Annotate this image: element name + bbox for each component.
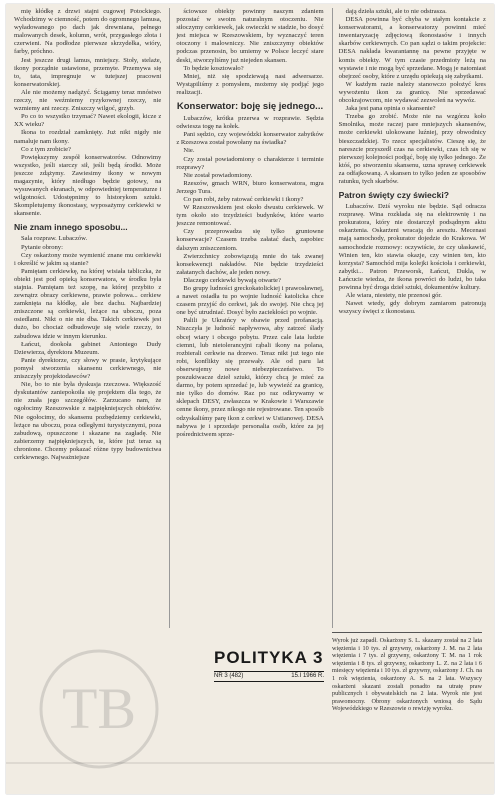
paragraph: Mniej, niż się spodziewają nasi adwersarze. Wystąpiliśmy z pomysłem, możemy się podjąć jego realizacji. [176, 72, 324, 96]
paragraph: Jest jeszcze drugi lamus, mniejszy. Stoły, stelaże, ikony porządnie ustawione, przemyte. Przemywa się to, tata, impregnuje w tutejszej pracowni konserwatorskiej. [14, 56, 162, 88]
masthead [214, 648, 324, 708]
paragraph: Nawet wtedy, gdy dobrym zamiarom patronują wszyscy święci z ikonostasu. [338, 300, 486, 316]
paragraph: ściowsze obiekty powinny naszym zdaniem pozostać w swoim naturalnym otoczeniu. Nie stłoczymy cerkiewek, jak owieczki w stadzie, bo dosyć jest miejsca w Rzeszowskiem, by wyznaczyć teren otoczony i malowniczy. Nie zniszczymy obiektów podczas przenosin, bo umiemy w Polsce leczyć stare deski, stworzyliśmy już niejeden skansen. [176, 8, 324, 64]
paragraph: Sala rozpraw. Lubaczów. [21, 235, 88, 243]
paragraph: Dlaczego cerkiewki bywają otwarte? [183, 276, 281, 284]
paragraph: W Rzeszowskiem jest około dwustu cerkiewek. W tym około sto trzydzieści budynków, które warto jeszcze remontować. [176, 204, 324, 228]
paragraph: Panie dyrektorze, czy słowy w prasie, krytykujące pomysł stworzenia skansenu cerkiewnego, nie zniszczyły projektodawców? [14, 356, 162, 381]
paragraph: Pamiętam cerkiewkę, na której wisiała tabliczka, że obiekt jest pod opieką konserwatora, w środku była stajnia. Pamiętam też szopę, na której przybito z zewnątrz obrazy cerkiewne, prawie połowa... cerkiew zamknięta na kłódkę, ale bez dachu. Najbardziej zniszczone są cerkiewki, leżące na uboczu, poza osiedlami. Nikt o nie nie dba. Takich cerkiewek jest dużo, bo chociaż odbudowuje się wiele rzeczy, to zabudowa idzie w innym kierunku. [14, 267, 162, 340]
paragraph: Ale wiara, niestety, nie przenosi gór. [345, 292, 442, 300]
paragraph: Co pan robi, żeby ratować cerkiewki i ikony? [183, 195, 304, 203]
issue-number: NR 3 (482) [214, 673, 244, 679]
paragraph: Nie. [183, 147, 195, 155]
paper-crease [6, 762, 494, 764]
paragraph: mię kłódkę z drzwi stajni cugowej Potockiego. Wchodzimy w ciemność, potem do ogromnego lamusa, wyładowanego po dach jak drewniana, pełnego malowanych desek, kolumn, wrót, przygasłego złota i czerwieni. Na podłodze pierwsze skrzydełka, wióry, farby, próchno. [14, 8, 162, 56]
article-columns [14, 8, 486, 628]
paragraph: Pani sędzio, czy wojewódzki konserwator zabytków z Rzeszowa został powołany na świadka? [176, 131, 324, 147]
column-3 [332, 8, 486, 628]
issue-date: 15.I 1966 R. [291, 673, 324, 679]
archive-watermark-logo [34, 644, 164, 774]
section-heading: Patron święty czy świecki? [338, 190, 449, 201]
paragraph: Co z tym zrobicie? [21, 145, 71, 153]
paragraph: Ale nie możemy nadążyć. Ściągamy teraz mnóstwo rzeczy, nie weźmiemy ryzykownej rzeczy, nie wzmiemy ani rzeczy. Zniszczy wilgoć, grzyb. [14, 88, 162, 113]
masthead-issue-line [214, 671, 324, 682]
paragraph: dają dzieła sztuki, ale to nie odstrasza. [345, 8, 447, 15]
paragraph: Rzeszów, gmach WRN, biuro konserwatora, mgra Jerzego Tura. [176, 179, 324, 195]
paragraph: Nie, bo to nie była dyskusja rzeczowa. Większość dyskutantów zaniepokoiła się projektem dla tego, że nie znała jego szczegółów. Zarzucano nam, że ogołocimy Rzeszowskie z najpiękniejszych obiektów. Nie ogołocimy, do skansenu pozbędziemy cerkiewki, leżące na uboczu, poza odległymi turystycznymi, poza zabudową, opuszczone i skazane na zagładę. Nie zabierzemy najpiękniejszych, te, które już teraz są chronione. Chcemy pokazać różne typy budownictwa cerkiewnego. Najważniejsze [14, 381, 162, 461]
paragraph: Lubaczów. Dziś wyroku nie będzie. Sąd odracza rozprawę. Wina rozkłada się na elektrownię i na prokuratora, który nie dostarczył podsądnym aktu oskarżenia. Oskarżeni wracają do aresztu. Mecenasi mają samochody, prokurator dojedzie do Krakowa. W samochodzie rozmowy: oczywiście, że czy ułaskawić, Winien ten, kto stawia okazje, czy winien ten, kto korzysta? Samochód mija kolejki kościoła i cerkiewki, zabytki... Patron Przeworsk, Łańcut, Dukla, w Łańcucie wiedza, że ikona powróci do ludzi, bo taka powinna być droga dzieł sztuki, dokumentów kultury. [338, 203, 486, 291]
paragraph: Czy został powiadomiony o charakterze i terminie rozprawy? [176, 155, 324, 171]
paragraph: Czy oskarżony może wymienić znane mu cerkiewki i określić w jakim są stanie? [14, 251, 162, 267]
paragraph: Nie został powiadomiony. [183, 171, 253, 179]
paragraph: Zwierzchnicy zobowiązują mnie do tak zwanej konsekwencji nakładów. Nie będzie trzydzieści załatanych dachów, ale jeden nowy. [176, 252, 324, 276]
paragraph: Jaka jest pana opinia o skansenie? [345, 105, 436, 113]
section-heading: Konserwator: boję się jednego... [176, 101, 324, 113]
paragraph: Lubaczów, krótka przerwa w rozprawie. Sędzia odwiesza togę na kołek. [176, 115, 324, 131]
paragraph: Bo grupy ludności greckokatolickiej i prawosławnej, a nawet osiadła tu po wojnie ludność katolicka chce czasem przyjść do cerkwi, jak do swojej. Nie chcą jej one być utrudniać. Dosyć było zaciekłości po wojnie. [176, 285, 324, 317]
paragraph: Palili je Ukraińcy w obawie przed profanacją. Niszczyła je ludność napływowa, aby zatrzeć ślady obcej wiary i obcego pobytu. Przez cale lata ludzie ciemni, lub nietolerancyjni rąbali ikony na polana, rozbierali cerkwie na drzewo. Teraz nikt już tego nie robi, konflikty się przewały. Ale od paru lat obserwujemy nowe niebezpieczeństwo. To poszukiwacze dzieł sztuki, którzy chcą je mieć za darmo, by potem sprzedać je, lub wywieźć za granicę, nie tylko do domów. Raz po raz odkrywamy w sklepach DESY, zwłaszcza w Krakowie i Warszawie cenne ikony, przez nikogo nie rejestrowane. Ten sposób odzyskaliśmy parę ikon z cerkwi w Ustianowej. DESA nabywa je i sprzedaje personalia osób, które za jej pośrednictwem sprze- [176, 317, 324, 438]
paragraph: Powiększymy zespół konserwatorów. Odnowimy wszystko, jeśli starczy sił, jeśli będą środki. Może jeszcze zdążymy. Zawiesimy ikony w nowym magazynie, który niedługo będzie gotowy, na wysuwanych ekranach, w odpowiedniej temperaturze i wilgotności. Udostępnimy to historykom sztuki. Skompletujemy ikonostasy, wyposażymy cerkiewki w skansenie. [14, 153, 162, 218]
paragraph: Ikona to rozdział zamknięty. Już nikt nigdy nie namaluje nam ikony. [14, 129, 162, 145]
paragraph: W każdym razie należy stanowczo położyć kres wywożeniu ikon za granicę. Nie sprzedawać obcokrajowcom, nie wydawać zezwoleń na wywóz. [338, 80, 486, 105]
column-2 [169, 8, 323, 628]
paragraph: Po co to wszystko trzymać? Nawet ekologii, kicze z XX wieku? [14, 113, 162, 129]
masthead-title: POLITYKA 3 [214, 648, 324, 667]
paragraph: Łańcut, dookoła gabinet Antoniego Dudy Dziewierza, dyrektora Muzeum. [14, 340, 162, 356]
watermark-text: TB [61, 676, 137, 741]
newspaper-clipping [6, 4, 494, 794]
paragraph: Czy przeprowadza się tylko gruntowne konserwacje? Czasem trzeba załatać dach, zapobiec dalszym zniszczeniom. [176, 228, 324, 252]
section-heading: Nie znam innego sposobu... [14, 222, 128, 233]
verdict-notice: Wyrok już zapadł. Oskarżony S. L. skazany został na 2 lata więzienia i 10 tys. zł grzywny, oskarżony J. M. na 2 lata więzienia i 7 tys. zł grzywny, oskarżony T. M. na 1 rok więzienia i 8 tys. zł grzywny, oskarżony L. Z. na 2 lata i 6 miesięcy więzienia i 10 tys. zł grzywny, oskarżony J. Ch. na 1 rok więzienia, oskarżony A. S. na 2 lata. Wszyscy oskarżeni skazani zostali ponadto na utratę praw publicznych i obywatelskich na 2 lata. Wyrok nie jest prawomocny. Obrony oskarżonych wniosą do Sądu Wojewódzkiego w Rzeszowie o rewizję wyroku. [332, 632, 482, 713]
paragraph: To będzie kosztowało? [183, 64, 244, 72]
paragraph: Pytanie obrony: [21, 243, 63, 251]
paragraph: DESA powinna być chyba w stałym kontakcie z konserwatorami, a konserwatorzy powinni mieć inwentaryzację zdjęciową ikonostasów i innych skarbów cerkiewnych. Co pan sądzi o takim projekcie: DESA nakłada kwarantannę na pewne przyjęte w komis obiekty. W tym czasie przedmioty leżą na wystawie i nie mogą być sprzedane. Mogą je natomiast obejrzeć osoby, które z urzędu opiekują się zabytkami. [338, 16, 486, 80]
paragraph: Trzeba go zrobić. Może nie na wzgórzu koło Smolnika, może raczej pare mniejszych skansenów, może cerkiewki ulokowane luźniej, przy obwodnicy bieszczadzkiej. To rzecz specjalistów. Cieszę się, że nareszcie przyszedł czas na cerkiewki, czas ich się w pierwszej kolejności podjąć, boję się tylko jednego. Że któś, po stworzeniu skansenu, uzna sprawę cerkiewek za odfajkowaną. A skansen to tylko jeden ze sposobów ratunku, tych skarbów. [338, 113, 486, 185]
column-1 [14, 8, 161, 628]
